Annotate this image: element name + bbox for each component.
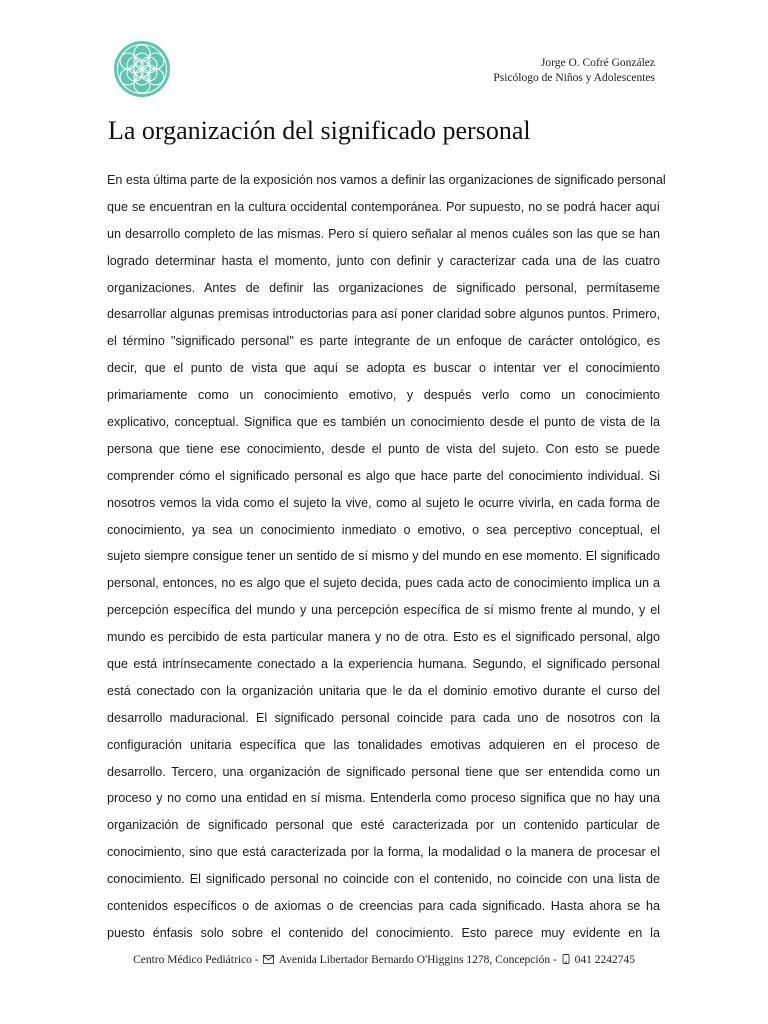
body-line: que se encuentran en la cultura occidental contemporánea. Por supuesto, no se podrá hacer aquí [107,199,660,214]
author-name: Jorge O. Cofré González [540,57,655,69]
body-line: desarrollo. Tercero, una organización de significado personal tiene que ser entendida como un [107,764,660,779]
body-line: nosotros vemos la vida como el sujeto la vive, como al sujeto le ocurre vivirla, en cada forma de [107,495,660,510]
body-line: personal, entonces, no es algo que el sujeto decida, pues cada acto de conocimiento implica un a [107,576,660,591]
body-line: conocimiento, sino que está caracterizada por la forma, la modalidad o la manera de procesar el [107,845,660,860]
author-role: Psicólogo de Niños y Adolescentes [493,72,655,84]
envelope-icon [263,955,274,967]
body-line: organización de significado personal que esté caracterizada por un contenido particular de [107,818,660,833]
document-title: La organización del significado personal [108,116,531,145]
document-body [107,167,666,947]
body-line: puesto énfasis solo sobre el contenido del conocimiento. Esto parece muy evidente en la [107,925,660,940]
body-line: el término "significado personal" es parte integrante de un enfoque de carácter ontológico, es [107,334,660,349]
body-line: contenidos específicos o de axiomas o de creencias para cada significado. Hasta ahora se ha [107,899,660,914]
body-line: que está intrínsecamente conectado a la experiencia humana. Segundo, el significado personal [107,657,660,672]
body-line: está conectado con la organización unitaria que le da el dominio emotivo durante el curso del [107,683,660,698]
footer-phone: 041 2242745 [574,954,635,966]
footer-address: Avenida Libertador Bernardo O'Higgins 1278, Concepción - [278,954,557,966]
body-line: logrado determinar hasta el momento, junto con definir y caracterizar cada una de las cuatro [107,253,660,268]
body-line: desarrollo maduracional. El significado personal coincide para cada uno de nosotros con la [107,710,660,725]
body-line: explicativo, conceptual. Significa que es también un conocimiento desde el punto de vista de la [107,415,660,430]
body-line: mundo es percibido de esta particular manera y no de otra. Esto es el significado personal, algo [107,630,660,645]
body-line: proceso y no como una entidad en sí misma. Entenderla como proceso significa que no hay una [107,791,660,806]
body-line: conocimiento, ya sea un conocimiento inmediato o emotivo, o sea perceptivo conceptual, el [107,522,660,537]
footer-center-name: Centro Médico Pediátrico - [133,954,259,966]
body-line: desarrollar algunas premisas introductorias para así poner claridad sobre algunos puntos. Primero, [107,307,660,322]
body-line: sujeto siempre consigue tener un sentido de sí mismo y del mundo en ese momento. El significado [107,549,660,564]
body-line: comprender cómo el significado personal es algo que hace parte del conocimiento individual. Si [107,468,660,483]
flower-of-life-icon [113,40,171,98]
page-footer [0,954,768,967]
body-line: En esta última parte de la exposición nos vamos a definir las organizaciones de significado personal [107,173,666,187]
body-line: organizaciones. Antes de definir las organizaciones de significado personal, permítaseme [107,280,660,295]
author-block [493,56,655,86]
body-line: configuración unitaria específica que las tonalidades emotivas adquieren en el proceso de [107,737,660,752]
body-line: decir, que el punto de vista que aquí se adopta es buscar o intentar ver el conocimiento [107,361,660,376]
body-line: percepción específica del mundo y una percepción específica de sí mismo frente al mundo, y el [107,603,660,618]
body-line: conocimiento. El significado personal no coincide con el contenido, no coincide con una lista de [107,872,660,887]
body-line: persona que tiene ese conocimiento, desde el punto de vista del sujeto. Con esto se puede [107,441,660,456]
body-line: primariamente como un conocimiento emotivo, y después verlo como un conocimiento [107,388,660,403]
body-line: un desarrollo completo de las mismas. Pero sí quiero señalar al menos cuáles son las que se han [107,226,660,241]
phone-icon [562,954,570,967]
